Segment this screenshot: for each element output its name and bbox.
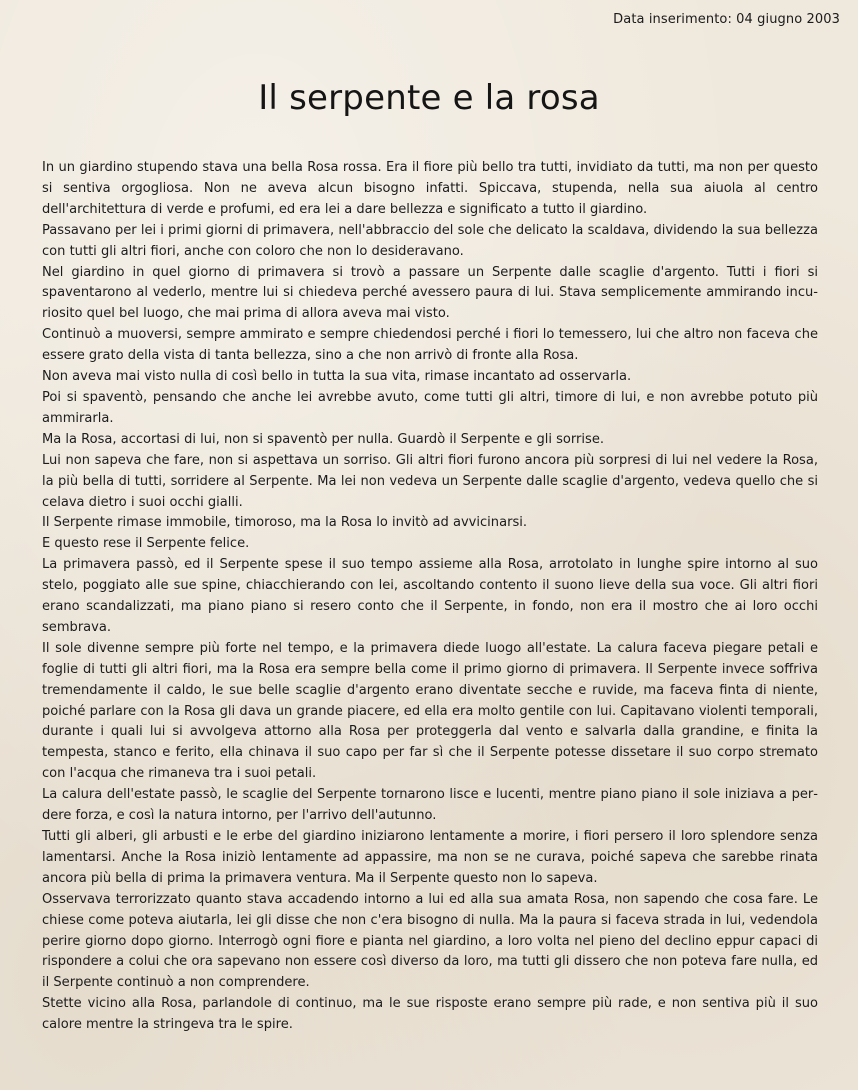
insertion-date: Data inserimento: 04 giugno 2003 <box>613 12 840 27</box>
story-paragraph: Ma la Rosa, accortasi di lui, non si spaventò per nulla. Guardò il Serpente e gli sorrise. <box>42 431 605 447</box>
story-paragraph: Il Serpente rimase immobile, timoroso, ma la Rosa lo invitò ad avvicinarsi. <box>42 515 528 531</box>
story-paragraph: E questo rese il Serpente felice. <box>42 536 250 552</box>
story-paragraph: Lui non sapeva che fare, non si aspettava un sorriso. Gli altri fiori furono ancora più sorpresi di lui nel vedere la Rosa, la più bella di tutti, sorridere al Serpente. Ma lei non vedeva un Serpente dalle scaglie d'argento, vedeva quello che si celava dietro i suoi occhi gialli. <box>42 452 818 510</box>
story-title: Il serpente e la rosa <box>258 78 600 118</box>
story-paragraph: La primavera passò, ed il Serpente spese il suo tempo assieme alla Rosa, arrotolato in lunghe spire intorno al suo stelo, poggiato alle sue spine, chiacchierando con lei, ascoltando contento il suono lieve della sua voce. Gli altri fiori erano scandalizzati, ma piano piano si resero conto che il Serpente, in fondo, non era il mostro che ai loro occhi sembrava. <box>42 557 818 635</box>
story-paragraph: Osservava terrorizzato quanto stava accadendo intorno a lui ed alla sua amata Rosa, non sapendo che cosa fare. Le chiese come poteva aiutarla, lei gli disse che non c'era bisogno di nulla. Ma la paura si faceva strada in lui, vedendola perire giorno dopo giorno. Interrogò ogni fiore e pianta nel giardino, a loro volta nel pieno del declino eppur capaci di rispondere a colui che ora sapevano non essere così diverso da loro, ma tutti gli dissero che non poteva fare nulla, ed il Serpente continuò a non comprendere. <box>42 891 818 991</box>
story-body <box>42 158 818 1036</box>
story-paragraph: In un giardino stupendo stava una bella Rosa rossa. Era il fiore più bello tra tutti, invidiato da tutti, ma non per questo si sentiva orgogliosa. Non ne aveva alcun bisogno infatti. Spiccava, stupenda, nella sua aiuola al centro dell'architettura di verde e profumi, ed era lei a dare bellezza e significato a tutto il giardino. <box>42 160 818 217</box>
story-paragraph: La calura dell'estate passò, le scaglie del Serpente tornarono lisce e lucenti, mentre piano piano il sole iniziava a perdere forza, e così la natura intorno, per l'arrivo dell'autunno. <box>42 787 818 824</box>
story-paragraph: Il sole divenne sempre più forte nel tempo, e la primavera diede luogo all'estate. La calura faceva piegare petali e foglie di tutti gli altri fiori, ma la Rosa era sempre bella come il primo giorno di primavera. Il Serpente invece soffriva tremendamente il caldo, le sue belle scaglie d'argento erano diventate secche e ruvide, ma faceva finta di niente, poiché parlare con la Rosa gli dava un grande piacere, ed ella era molto gentile con lui. Capitavano violenti temporali, durante i quali lui si avvolgeva attorno alla Rosa per proteggerla dal vento e salvarla dalla grandine, e finita la tempesta, stanco e ferito, ella chinava il suo capo per far sì che il Serpente potesse dissetare il suo corpo stremato con l'acqua che rimaneva tra i suoi petali. <box>42 640 818 782</box>
story-paragraph: Passavano per lei i primi giorni di primavera, nell'abbraccio del sole che delicato la scaldava, dividendo la sua bellezza con tutti gli altri fiori, anche con coloro che non lo desideravano. <box>42 222 818 259</box>
story-paragraph: Poi si spaventò, pensando che anche lei avrebbe avuto, come tutti gli altri, timore di lui, e non avrebbe potuto più ammirarla. <box>42 389 818 426</box>
story-paragraph: Stette vicino alla Rosa, parlandole di continuo, ma le sue risposte erano sempre più rade, e non sentiva più il suo calore mentre la stringeva tra le spire. <box>42 996 818 1033</box>
story-paragraph: Nel giardino in quel giorno di primavera si trovò a passare un Serpente dalle scaglie d'argento. Tutti i fiori si spaventarono al vederlo, mentre lui si chiedeva perché avessero paura di lui. Stava semplicemente ammirando incuriosito quel bel luogo, che mai prima di allora aveva mai visto. <box>42 264 818 322</box>
story-paragraph: Non aveva mai visto nulla di così bello in tutta la sua vita, rimase incantato ad osservarla. <box>42 369 632 385</box>
story-paragraph: Continuò a muoversi, sempre ammirato e sempre chiedendosi perché i fiori lo temessero, lui che altro non faceva che essere grato della vista di tanta bellezza, sino a che non arrivò di fronte alla Rosa. <box>42 327 818 364</box>
story-paragraph: Tutti gli alberi, gli arbusti e le erbe del giardino iniziarono lentamente a morire, i fiori persero il loro splendore senza lamentarsi. Anche la Rosa iniziò lentamente ad appassire, ma non se ne curava, poiché sapeva che sarebbe rinata ancora più bella di prima la primavera ventura. Ma il Serpente questo non lo sapeva. <box>42 829 818 886</box>
